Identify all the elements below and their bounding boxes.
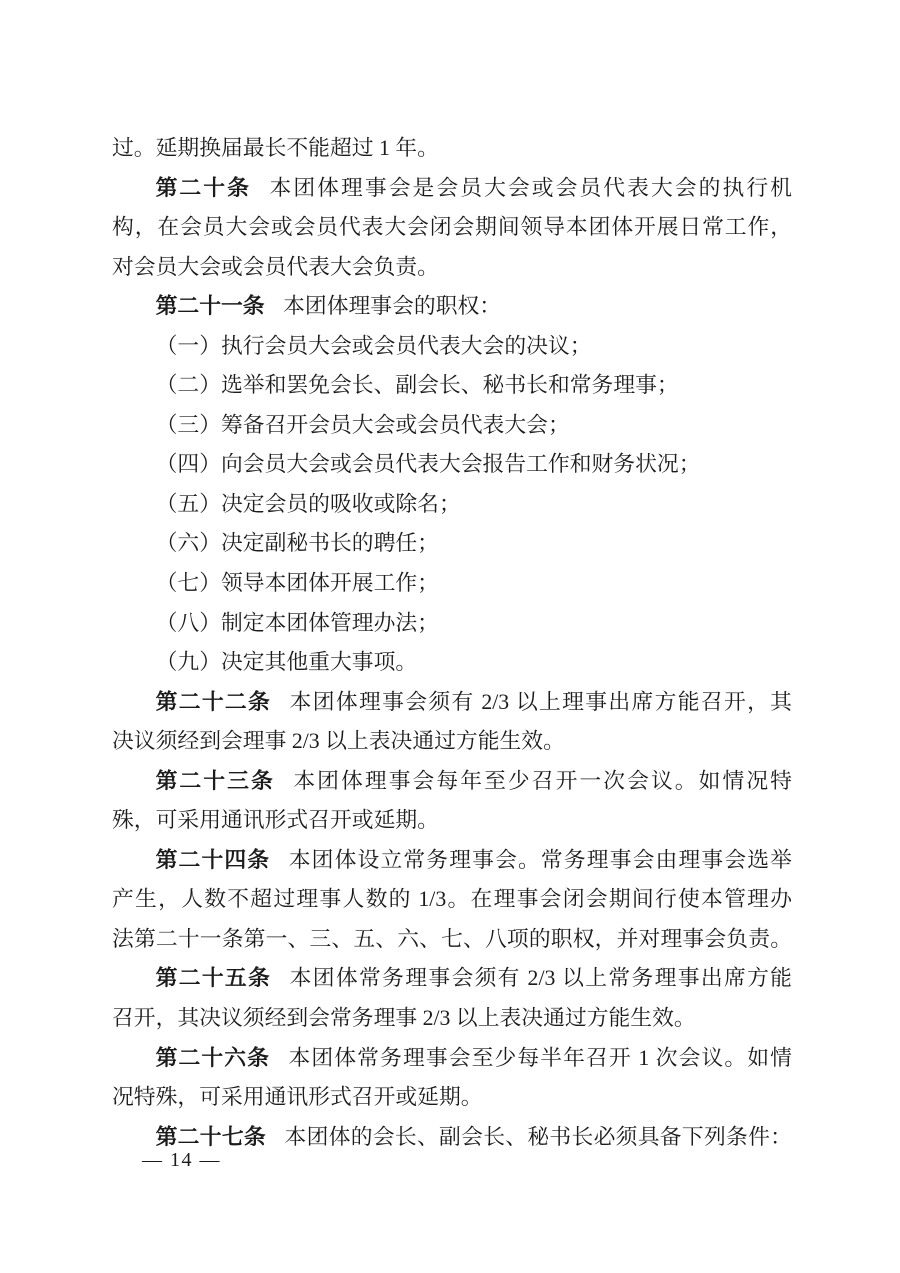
body-line (112, 999, 792, 1039)
body-line (112, 920, 792, 960)
line-text: （八）制定本团体管理办法； (155, 610, 439, 635)
article-number: 第二十六条 (155, 1045, 271, 1070)
line-text: 产生，人数不超过理事人数的 1/3。在理事会闭会期间行使本管理办 (112, 887, 792, 912)
line-text: 殊，可采用通讯形式召开或延期。 (112, 808, 439, 833)
body-line (112, 683, 792, 723)
line-text: 构，在会员大会或会员代表大会闭会期间领导本团体开展日常工作， (112, 215, 792, 240)
line-text: 法第二十一条第一、三、五、六、七、八项的职权，并对理事会负责。 (112, 926, 792, 951)
body-line (112, 366, 792, 406)
line-text: 本团体常务理事会至少每半年召开 1 次会议。如情 (288, 1045, 792, 1070)
body-line (112, 485, 792, 525)
line-text: 本团体理事会是会员大会或会员代表大会的执行机 (269, 175, 792, 200)
line-text: 本团体理事会的职权： (283, 294, 502, 319)
line-text: 本团体理事会每年至少召开一次会议。如情况特 (293, 768, 792, 793)
body-line (112, 959, 792, 999)
article-number: 第二十五条 (155, 966, 272, 991)
line-text: 召开，其决议须经到会常务理事 2/3 以上表决通过方能生效。 (112, 1006, 696, 1031)
body-line (112, 1078, 792, 1118)
line-text: 本团体设立常务理事会。常务理事会由理事会选举 (288, 847, 792, 872)
body-line (112, 445, 792, 485)
line-text: （二）选举和罢免会长、副会长、秘书长和常务理事； (155, 373, 679, 398)
body-line (112, 129, 792, 169)
body-line (112, 406, 792, 446)
article-number: 第二十三条 (155, 768, 275, 793)
body-line (112, 524, 792, 564)
line-text: （四）向会员大会或会员代表大会报告工作和财务状况； (155, 452, 701, 477)
line-text: （三）筹备召开会员大会或会员代表大会； (155, 412, 570, 437)
article-number: 第二十二条 (155, 689, 272, 714)
body-line (112, 208, 792, 248)
line-text: 本团体的会长、副会长、秘书长必须具备下列条件： (284, 1124, 792, 1149)
body-line (112, 564, 792, 604)
body-line (112, 327, 792, 367)
line-text: （七）领导本团体开展工作； (155, 571, 439, 596)
line-text: 决议须经到会理事 2/3 以上表决通过方能生效。 (112, 729, 565, 754)
line-text: 本团体常务理事会须有 2/3 以上常务理事出席方能 (289, 966, 792, 991)
line-text: 本团体理事会须有 2/3 以上理事出席方能召开，其 (289, 689, 792, 714)
line-text: （九）决定其他重大事项。 (155, 650, 418, 675)
body-line (112, 248, 792, 288)
line-text: （五）决定会员的吸收或除名； (155, 491, 461, 516)
line-text: 过。延期换届最长不能超过 1 年。 (112, 136, 439, 160)
body-line (112, 841, 792, 881)
article-number: 第二十四条 (155, 847, 271, 872)
body-line (112, 801, 792, 841)
body-line (112, 604, 792, 644)
body-line (112, 1039, 792, 1079)
body-line (112, 722, 792, 762)
article-number: 第二十条 (155, 175, 251, 200)
page-number: — 14 — (142, 1149, 221, 1171)
line-text: 况特殊，可采用通讯形式召开或延期。 (112, 1085, 483, 1110)
document-body (112, 129, 792, 1157)
article-number: 第二十七条 (155, 1124, 266, 1149)
line-text: （一）执行会员大会或会员代表大会的决议； (155, 333, 592, 358)
line-text: （六）决定副秘书长的聘任； (155, 531, 439, 556)
body-line (112, 169, 792, 209)
body-line (112, 762, 792, 802)
line-text: 对会员大会或会员代表大会负责。 (112, 254, 439, 279)
article-number: 第二十一条 (155, 294, 265, 319)
body-line (112, 880, 792, 920)
body-line (112, 287, 792, 327)
body-line (112, 643, 792, 683)
